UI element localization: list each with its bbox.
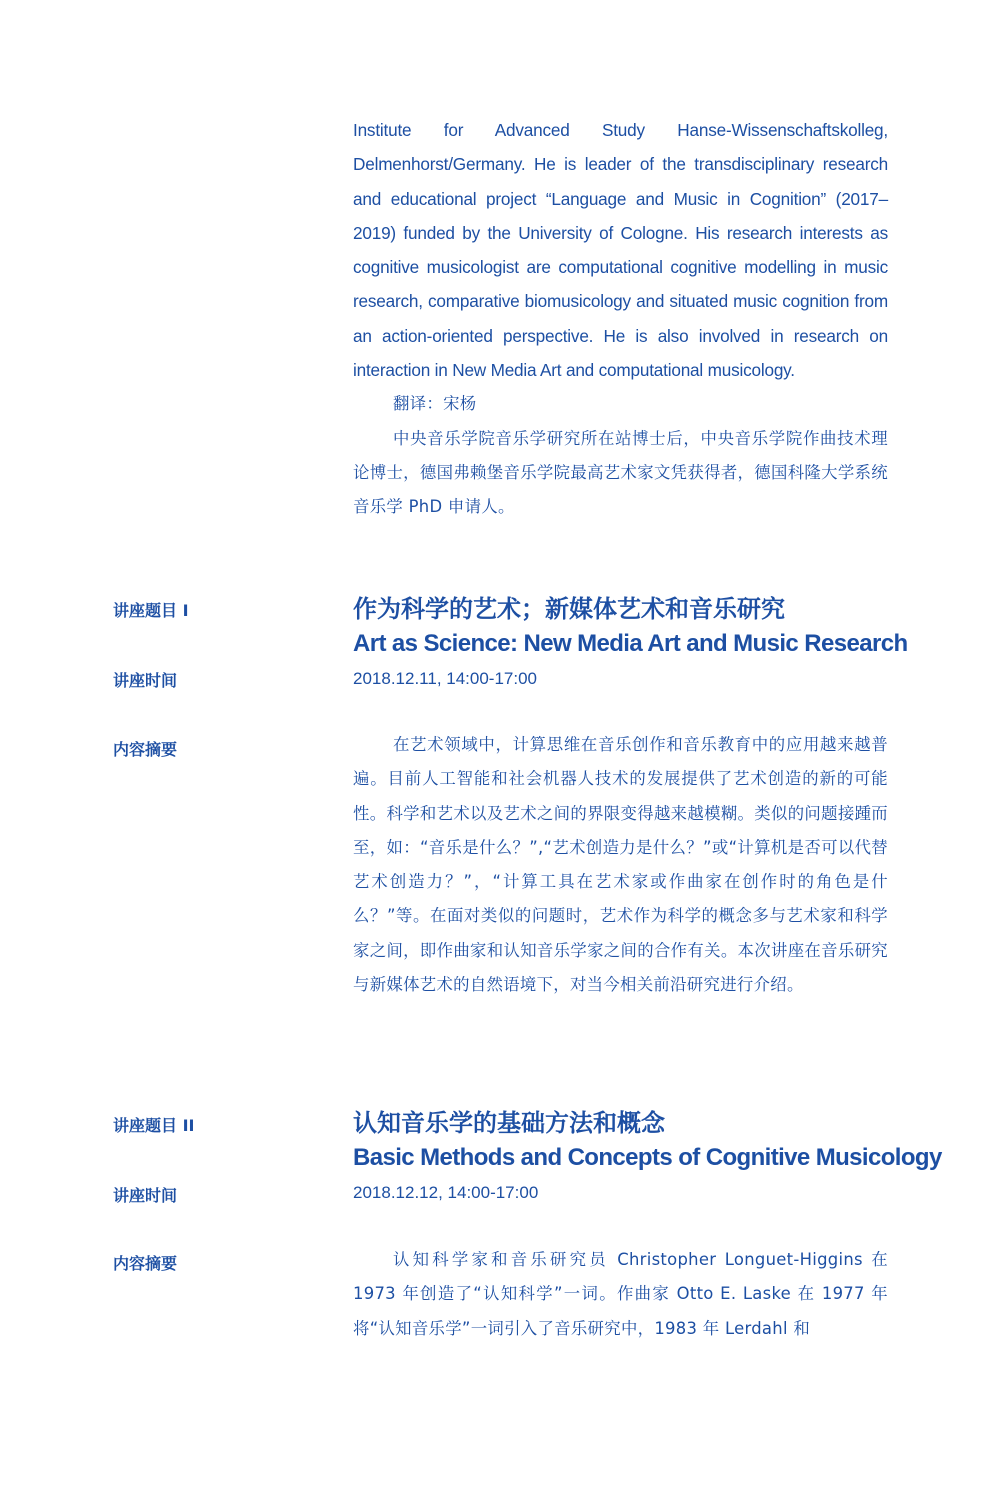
lecture2-time-label: 讲座时间 xyxy=(113,1186,178,1205)
lecture1-title-zh: 作为科学的艺术；新媒体艺术和音乐研究 xyxy=(353,595,785,623)
translator-line: 翻译：宋杨 xyxy=(393,394,477,414)
lecture1-title-en: Art as Science: New Media Art and Music Research xyxy=(353,630,908,657)
lecture1-time-label: 讲座时间 xyxy=(113,671,178,690)
speaker-bio xyxy=(353,113,888,525)
lecture1-abstract: 在艺术领域中，计算思维在音乐创作和音乐教育中的应用越来越普遍。目前人工智能和社会机器人技术的发展提供了艺术创造的新的可能性。科学和艺术以及艺术之间的界限变得越来越模糊。类似的问题接踵而至，如：“音乐是什么？”,“艺术创造力是什么？”或“计算机是否可以代替艺术创造力？”，“计算工具在艺术家或作曲家在创作时的角色是什么？”等。在面对类似的问题时，艺术作为科学的概念多与艺术家和科学家之间，即作曲家和认知音乐学家之间的合作有关。本次讲座在音乐研究与新媒体艺术的自然语境下，对当今相关前沿研究进行介绍。 xyxy=(353,735,888,995)
lecture2-abstract-label: 内容摘要 xyxy=(113,1254,178,1273)
lecture1-time: 2018.12.11, 14:00-17:00 xyxy=(353,669,538,688)
lecture2-title-en: Basic Methods and Concepts of Cognitive Musicology xyxy=(353,1144,942,1171)
lecture2-time: 2018.12.12, 14:00-17:00 xyxy=(353,1183,539,1202)
translator-bio: 中央音乐学院音乐学研究所在站博士后，中央音乐学院作曲技术理论博士，德国弗赖堡音乐学院最高艺术家文凭获得者，德国科隆大学系统音乐学 PhD 申请人。 xyxy=(353,428,888,517)
lecture1-title-label: 讲座题目 I xyxy=(113,601,189,620)
lecture2-title-zh: 认知音乐学的基础方法和概念 xyxy=(353,1109,665,1137)
lecture2-abstract: 认知科学家和音乐研究员 Christopher Longuet-Higgins 在 1973 年创造了“认知科学”一词。作曲家 Otto E. Laske 在 1977 年将“认知音乐学”一词引入了音乐研究中，1983 年 Lerdahl 和 xyxy=(353,1250,888,1338)
speaker-bio-english: Institute for Advanced Study Hanse-Wissenschaftskolleg, Delmenhorst/Germany. He is leader of the transdisciplinary research and educational project “Language and Music in Cognition” (2017–2019) funded by the University of Cologne. His research interests as cognitive musicologist are computational cognitive modelling in music research, comparative biomusicology and situated music cognition from an action-oriented perspective. He is also involved in research on interaction in New Media Art and computational musicology. xyxy=(353,120,888,381)
lecture2-title-label: 讲座题目 II xyxy=(113,1116,195,1135)
lecture1-abstract-label: 内容摘要 xyxy=(113,740,178,759)
